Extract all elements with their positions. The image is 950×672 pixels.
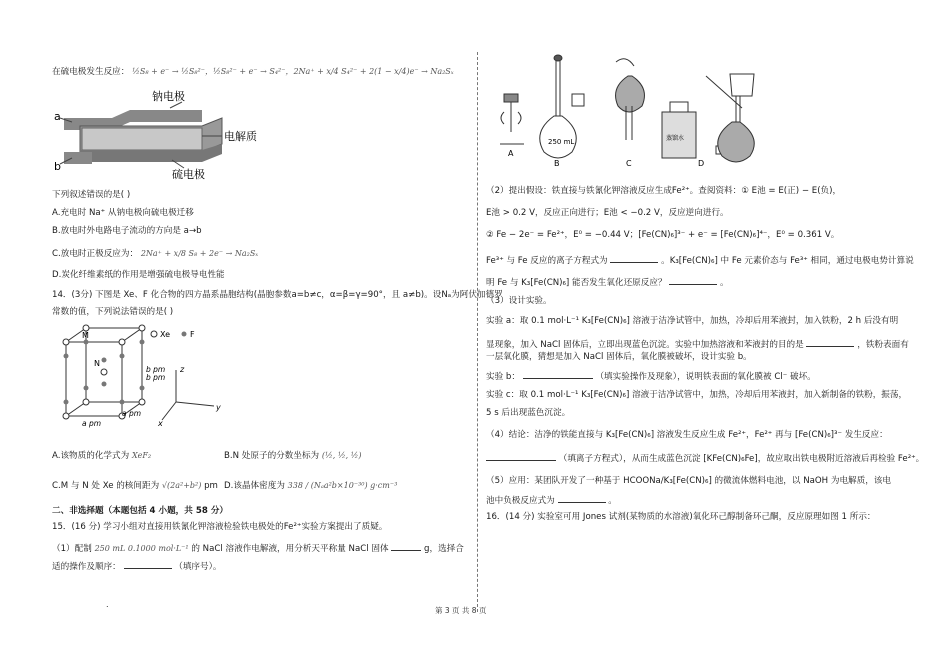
text: D.该晶体密度为 bbox=[224, 481, 285, 491]
q15-part1-line1 bbox=[52, 542, 464, 555]
label-d: D bbox=[698, 159, 705, 168]
q14-option-c bbox=[52, 480, 218, 492]
stray-dot: . bbox=[106, 600, 109, 609]
apparatus-figure bbox=[486, 54, 786, 178]
text: （填序号）。 bbox=[174, 562, 222, 572]
coordinate: (½, ½, ½) bbox=[321, 451, 362, 460]
r-line-4 bbox=[486, 254, 914, 267]
text: C.放电时正极反应为： bbox=[52, 249, 139, 259]
label-a-pm: a pm bbox=[122, 409, 142, 418]
text: C.M 与 N 处 Xe 的核间距为 bbox=[52, 481, 160, 491]
r-line-8 bbox=[486, 338, 909, 351]
crystal-cell-figure bbox=[52, 322, 252, 430]
r-line-11: 实验 c：取 0.1 mol·L⁻¹ K₃[Fe(CN)₆] 溶液于洁净试管中，加热，冷却后用苯液封，加入新制备的铁粉，振荡， bbox=[486, 390, 908, 400]
r-line-10 bbox=[486, 370, 816, 383]
density: 338 / (Nₐa²b×10⁻³⁰) g·cm⁻³ bbox=[287, 481, 398, 490]
concentration: 250 mL 0.1000 mol·L⁻¹ bbox=[94, 544, 189, 553]
r-line-13: （4）结论：洁净的铁能直接与 K₃[Fe(CN)₆] 溶液发生反应生成 Fe²⁺，Fe²⁺ 再与 [Fe(CN)₆]³⁻ 发生反应： bbox=[486, 430, 888, 440]
equation: ½S₈ + e⁻ → ½S₈²⁻，½S₈²⁻ + e⁻ → S₄²⁻，2Na⁺ + x/4 S₄²⁻ + 2(1 − x/4)e⁻ → Na₂Sₓ bbox=[132, 67, 454, 76]
q15-stem: 15．(16 分) 学习小组对直接用铁氰化钾溶液检验铁电极处的Fe²⁺实验方案提出了质疑。 bbox=[52, 522, 388, 532]
equation: 2Na⁺ + x/8 S₈ + 2e⁻ → Na₂Sₓ bbox=[140, 249, 259, 258]
text: A.该物质的化学式为 bbox=[52, 451, 130, 461]
r-line-2: E池 > 0.2 V，反应正向进行；E池 < −0.2 V，反应逆向进行。 bbox=[486, 208, 729, 218]
text: Fe³⁺ 与 Fe 反应的离子方程式为 bbox=[486, 256, 608, 266]
text: 显现象，加入 NaCl 固体后，立即出现蓝色沉淀。实验中加热溶液和苯液封的目的是 bbox=[486, 340, 804, 350]
q14-option-b bbox=[224, 450, 362, 462]
axis-x: x bbox=[158, 419, 163, 428]
text: 。K₃[Fe(CN)₆] 中 Fe 元素价态与 Fe³⁺ 相同，通过电极电势计算说 bbox=[661, 256, 914, 266]
formula: XeF₂ bbox=[131, 451, 152, 460]
label-b: b bbox=[54, 160, 61, 173]
label-a-pm-2: a pm bbox=[82, 419, 102, 428]
label-flask-volume: 250 mL bbox=[548, 138, 575, 146]
unit: pm bbox=[204, 481, 218, 491]
distance: √(2a²+b²) bbox=[161, 481, 202, 490]
legend-f: F bbox=[190, 330, 195, 339]
q14-stem-2: 常数的值，下列说法错误的是( ) bbox=[52, 307, 174, 317]
r-line-16 bbox=[486, 494, 617, 507]
q13-option-d: D.炭化纤维素纸的作用是增强硫电极导电性能 bbox=[52, 270, 225, 280]
r-line-15: （5）应用：某团队开发了一种基于 HCOONa/K₃[Fe(CN)₆] 的微流体燃料电池，以 NaOH 为电解质，该电 bbox=[486, 476, 892, 486]
label-sulfur-electrode: 硫电极 bbox=[172, 168, 205, 180]
label-electrolyte: 电解质 bbox=[224, 130, 257, 143]
answer-blank[interactable] bbox=[558, 494, 606, 503]
r-line-5 bbox=[486, 276, 729, 289]
q16-stem: 16．(14 分) 实验室可用 Jones 试剂(某物质的水溶液)氧化环己醇制备环己酮，反应原理如图 1 所示： bbox=[486, 512, 876, 522]
right-column bbox=[486, 0, 925, 672]
q14-option-a bbox=[52, 450, 151, 462]
answer-blank[interactable] bbox=[610, 254, 658, 263]
section-2-heading: 二、非选择题（本题包括 4 小题，共 58 分） bbox=[52, 506, 229, 516]
answer-blank[interactable] bbox=[486, 452, 556, 461]
r-line-9: 一层氧化膜，猜想是加入 NaCl 固体后，氧化膜被破坏，设计实验 b。 bbox=[486, 352, 752, 362]
r-line-1: （2）提出假设：铁直接与铁氰化钾溶液反应生成Fe²⁺。查阅资料：① E池 = E(正) − E(负)， bbox=[486, 186, 842, 196]
page-number: 第 3 页 共 8 页 bbox=[435, 606, 487, 615]
label-n: N bbox=[94, 359, 100, 368]
text: 明 Fe 与 K₃[Fe(CN)₆] 能否发生氧化还原反应？ bbox=[486, 278, 667, 288]
label-c: C bbox=[626, 159, 632, 168]
r-line-12: 5 s 后出现蓝色沉淀。 bbox=[486, 408, 571, 418]
text: 。 bbox=[720, 278, 729, 288]
q13-option-a: A.充电时 Na⁺ 从钠电极向硫电极迁移 bbox=[52, 208, 194, 218]
label-m: M bbox=[82, 331, 89, 340]
text: （1）配制 bbox=[52, 544, 92, 554]
text: B.N 处原子的分数坐标为 bbox=[224, 451, 320, 461]
legend-xe: Xe bbox=[160, 330, 171, 339]
answer-blank[interactable] bbox=[669, 276, 717, 285]
label-b-pm-2: b pm bbox=[146, 373, 166, 382]
q13-stem: 下列叙述错误的是( ) bbox=[52, 190, 131, 200]
text: （填实验操作及现象），说明铁表面的氧化膜被 Cl⁻ 破坏。 bbox=[595, 372, 816, 382]
q14-option-d bbox=[224, 480, 397, 492]
r-line-14 bbox=[486, 452, 924, 465]
text: 。 bbox=[608, 496, 617, 506]
label-a: a bbox=[54, 110, 61, 123]
answer-blank[interactable] bbox=[806, 338, 854, 347]
text: 在硫电极发生反应： bbox=[52, 67, 130, 77]
text: （填离子方程式），从而生成蓝色沉淀 [KFe(CN)₆Fe]，故应取出铁电极附近溶液后再检验 Fe²⁺。 bbox=[558, 454, 925, 464]
q13-option-c bbox=[52, 248, 258, 260]
answer-blank[interactable] bbox=[523, 370, 593, 379]
text: 的 NaCl 溶液作电解液，用分析天平称量 NaCl 固体 bbox=[191, 544, 389, 554]
label-distilled-water: 蒸馏水 bbox=[666, 135, 685, 142]
label-b-pm: b pm bbox=[146, 365, 166, 374]
r-line-7: 实验 a：取 0.1 mol·L⁻¹ K₃[Fe(CN)₆] 溶液于洁净试管中，加热，冷却后用苯液封，加入铁粉，2 h 后没有明 bbox=[486, 316, 899, 326]
text: g，选择合 bbox=[424, 544, 464, 554]
column-divider bbox=[477, 52, 478, 612]
q13-option-b: B.放电时外电路电子流动的方向是 a→b bbox=[52, 226, 202, 236]
axis-z: z bbox=[180, 365, 185, 374]
label-a: A bbox=[508, 149, 514, 158]
answer-blank[interactable] bbox=[124, 560, 172, 569]
r-line-6: （3）设计实验。 bbox=[486, 296, 552, 306]
text: ，铁粉表面有 bbox=[857, 340, 909, 350]
axis-y: y bbox=[216, 403, 221, 412]
r-line-3: ② Fe − 2e⁻ = Fe²⁺，E⁰ = −0.44 V；[Fe(CN)₆]³⁻ + e⁻ = [Fe(CN)₆]⁴⁻，E⁰ = 0.361 V。 bbox=[486, 230, 840, 240]
answer-blank[interactable] bbox=[391, 542, 421, 551]
line-sulfur-reaction bbox=[52, 66, 454, 78]
battery-figure bbox=[52, 88, 272, 180]
q15-part1-line2 bbox=[52, 560, 222, 573]
text: 适的操作及顺序： bbox=[52, 562, 121, 572]
label-sodium-electrode: 钠电极 bbox=[152, 90, 185, 103]
label-b: B bbox=[554, 159, 560, 168]
text: 实验 b： bbox=[486, 372, 520, 382]
text: 池中负极反应式为 bbox=[486, 496, 555, 506]
q14-stem-1: 14．(3分) 下图是 Xe、F 化合物的四方晶系晶胞结构(晶胞参数a=b≠c，α=β=γ=90°，且 a≠b)。设Nₐ为阿伏加德罗 bbox=[52, 290, 503, 300]
